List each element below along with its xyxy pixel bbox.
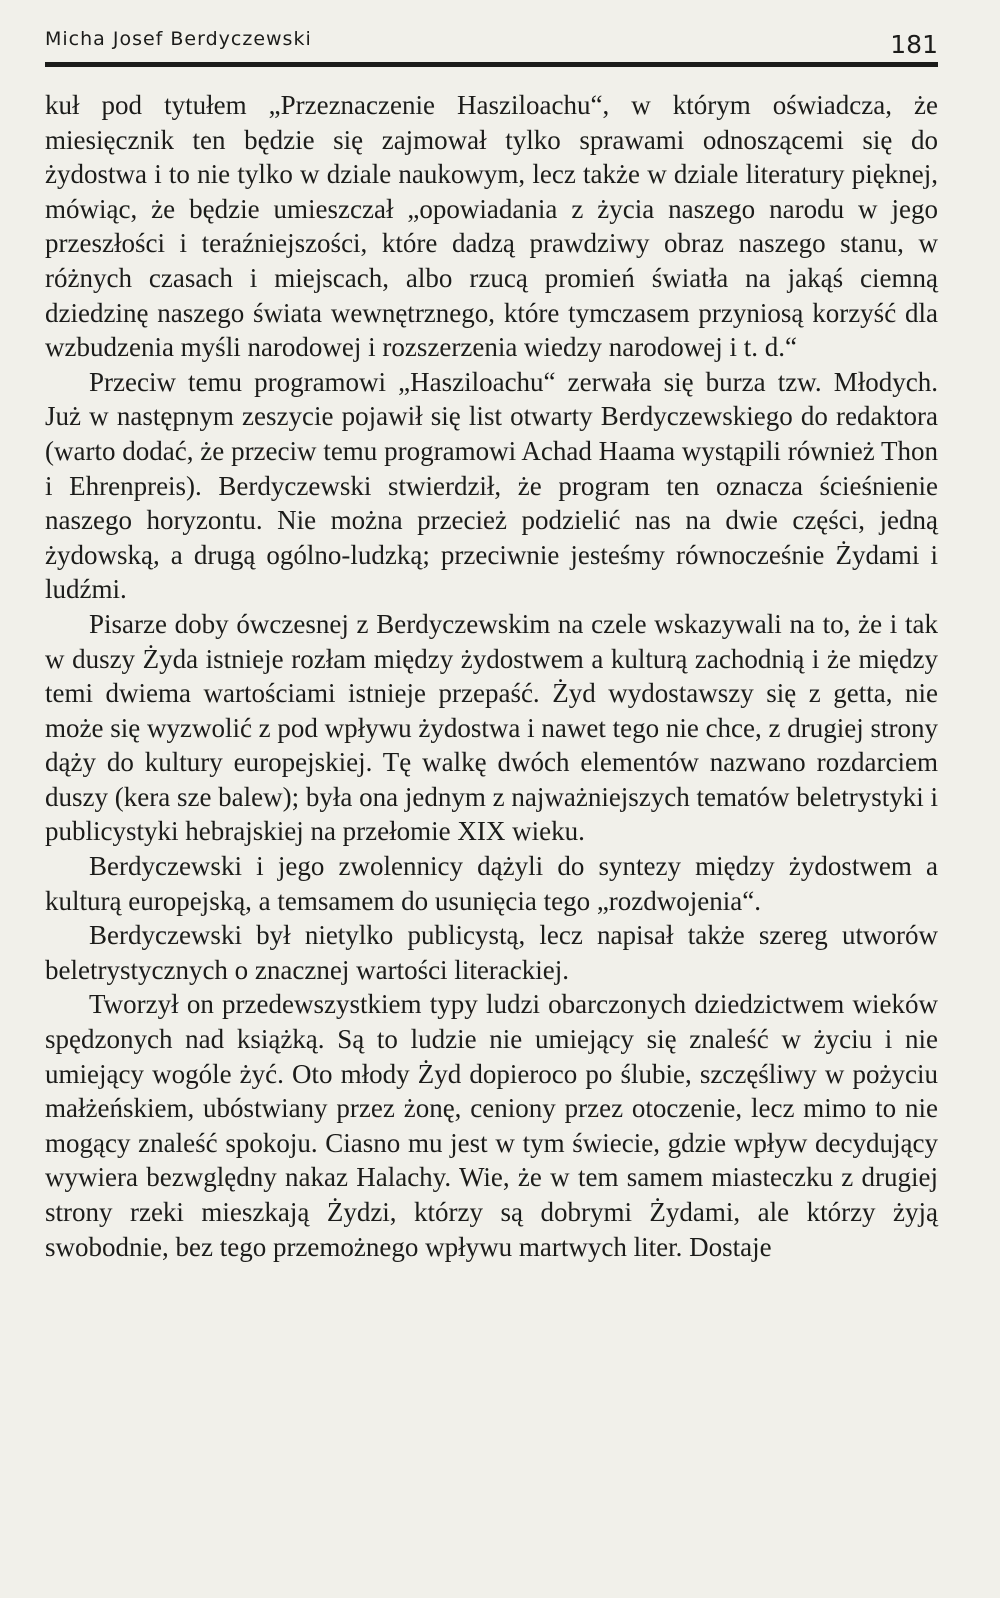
paragraph-5: Berdyczewski był nietylko publicystą, lecz napisał także szereg utworów beletrystycznych o znacznej wartości literackiej.: [45, 920, 938, 985]
body-text: [45, 88, 938, 1264]
paragraph-6: Tworzył on przedewszystkiem typy ludzi obarczonych dziedzictwem wieków spędzonych nad książką. Są to ludzie nie umiejący się znaleść w życiu i nie umiejący wogóle żyć. Oto młody Żyd dopieroco po ślubie, szczęśliwy w pożyciu małżeńskiem, ubóstwiany przez żonę, ceniony przez otoczenie, lecz mimo to nie mogący znaleść spokoju. Ciasno mu jest w tym świecie, gdzie wpływ decydujący wywiera bezwględny nakaz Halachy. Wie, że w tem samem miasteczku z drugiej strony rzeki mieszkają Żydzi, którzy są dobrymi Żydami, ale którzy żyją swobodnie, bez tego przemożnego wpływu martwych liter. Dostaje: [45, 989, 938, 1262]
paragraph-2: Przeciw temu programowi „Hasziloachu“ zerwała się burza tzw. Młodych. Już w następnym zeszycie pojawił się list otwarty Berdyczewskiego do redaktora (warto dodać, że przeciw temu programowi Achad Haama wystąpili również Thon i Ehrenpreis). Berdyczewski stwierdził, że program ten oznacza ścieśnienie naszego horyzontu. Nie można przecież podzielić nas na dwie części, jedną żydowską, a drugą ogólno-ludzką; przeciwnie jesteśmy równocześnie Żydami i ludźmi.: [45, 366, 938, 605]
header-rule: [45, 62, 938, 67]
paragraph-4: Berdyczewski i jego zwolennicy dążyli do syntezy między żydostwem a kulturą europejską, a temsamem do usunięcia tego „rozdwojenia“.: [45, 851, 938, 916]
running-head-author: Micha Josef Berdyczewski: [45, 28, 312, 50]
paragraph-1: kuł pod tytułem „Przeznaczenie Hasziloachu“, w którym oświadcza, że miesięcznik ten będzie się zajmował tylko sprawami odnoszącemi się do żydostwa i to nie tylko w dziale naukowym, lecz także w dziale literatury pięknej, mówiąc, że będzie umieszczał „opowiadania z życia naszego narodu w jego przeszłości i teraźniejszości, które dadzą prawdziwy obraz naszego stanu, w różnych czasach i miejscach, albo rzucą promień światła na jakąś ciemną dziedzinę naszego świata wewnętrznego, które tymczasem przyniosą korzyść dla wzbudzenia myśli narodowej i rozszerzenia wiedzy narodowej i t. d.“: [45, 90, 938, 363]
paragraph-3: Pisarze doby ówczesnej z Berdyczewskim na czele wskazywali na to, że i tak w duszy Żyda istnieje rozłam między żydostwem a kulturą zachodnią i że między temi dwiema wartościami istnieje przepaść. Żyd wydostawszy się z getta, nie może się wyzwolić z pod wpływu żydostwa i nawet tego nie chce, z drugiej strony dąży do kultury europejskiej. Tę walkę dwóch elementów nazwano rozdarciem duszy (kera sze balew); była ona jednym z najważniejszych tematów beletrystyki i publicystyki hebrajskiej na przełomie XIX wieku.: [45, 608, 938, 847]
running-header: [45, 0, 938, 62]
page-number: 181: [890, 30, 938, 59]
